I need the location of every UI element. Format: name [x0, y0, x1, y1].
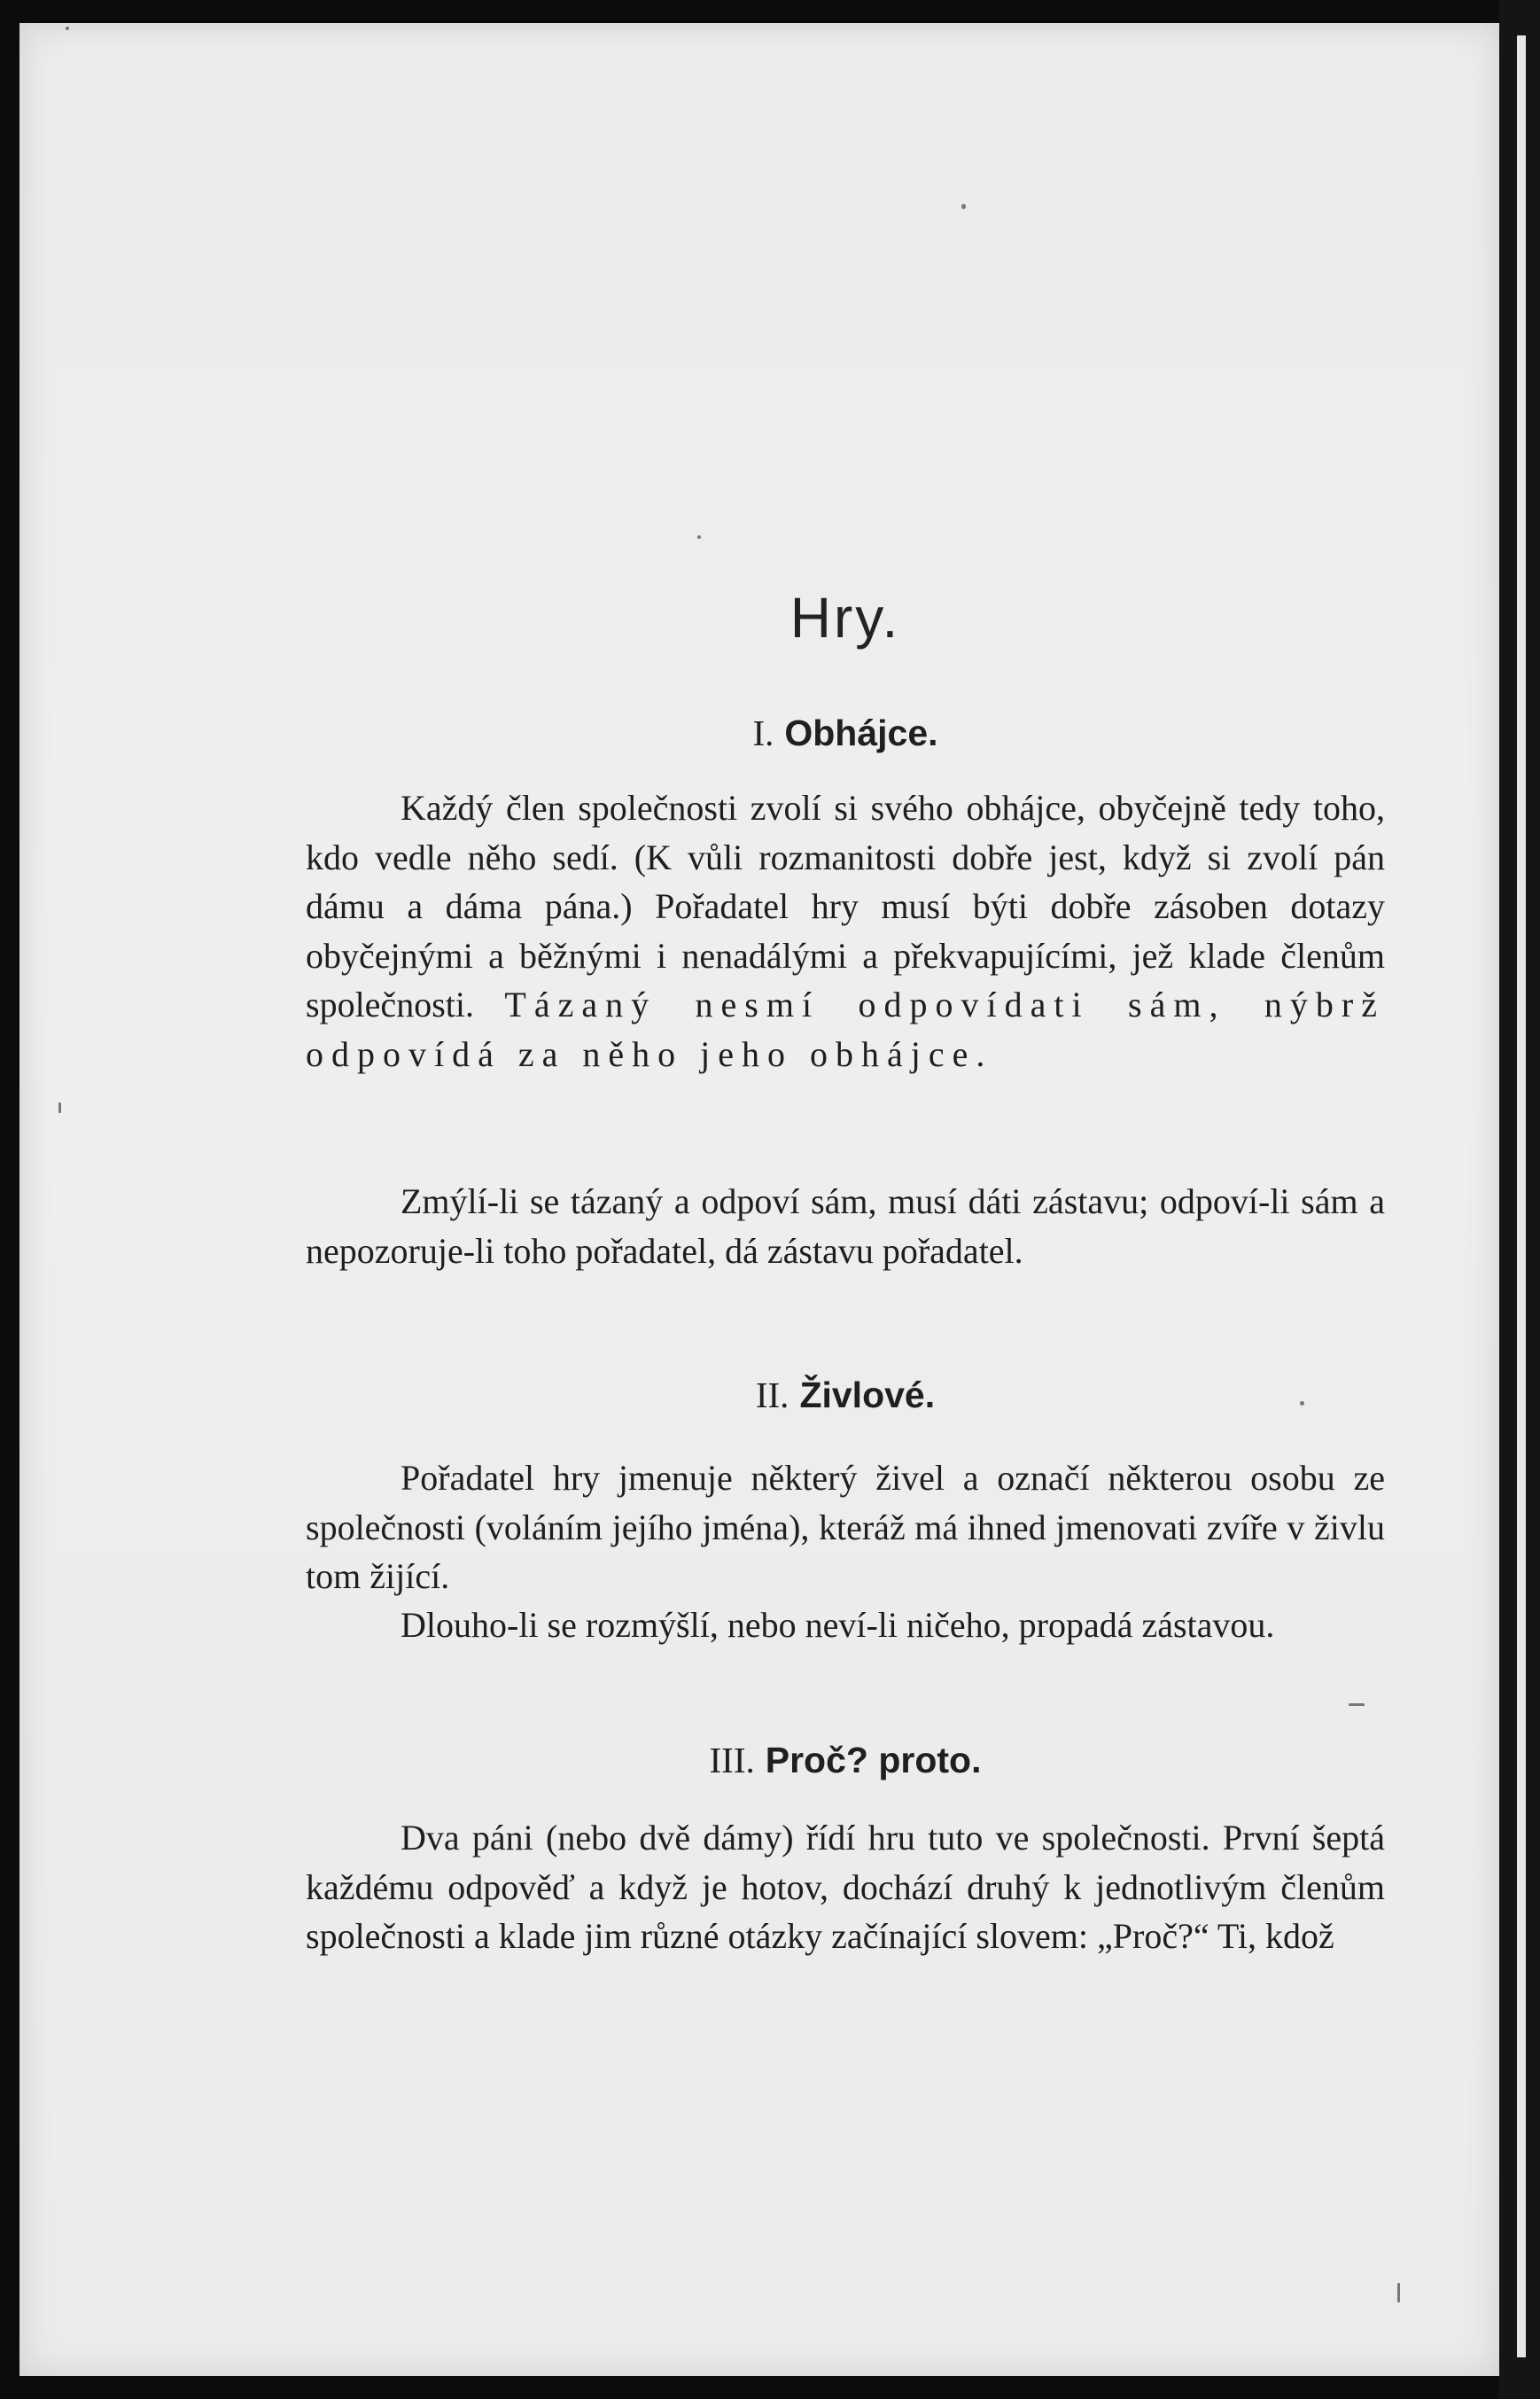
section-heading-text: Živlové. [799, 1375, 936, 1415]
paragraph-text: Dlouho-li se rozmýšlí, nebo neví-li ničeho, propadá zástavou. [401, 1605, 1275, 1645]
paragraph [306, 783, 1385, 1079]
section-heading-proc-proto [306, 1739, 1385, 1781]
paragraph [306, 1453, 1385, 1601]
section-number: I. [752, 713, 774, 753]
section-number: II. [755, 1375, 789, 1415]
dust-speck [58, 1102, 61, 1113]
dust-speck [1397, 2283, 1400, 2302]
section-heading-text: Obhájce. [784, 713, 938, 753]
paragraph-text: Dva páni (nebo dvě dámy) řídí hru tuto ve společnosti. První šeptá každému odpověď a když je hotov, dochází druhý k jednotlivým členům společnosti a klade jim různé otázky začínající slovem: „Proč?“ Ti, kdož [306, 1818, 1385, 1956]
paragraph [306, 1813, 1385, 1961]
section-heading-obhajce [306, 712, 1385, 754]
section-heading-zivlove [306, 1374, 1385, 1416]
dust-speck [961, 204, 966, 209]
paragraph-text: Zmýlí-li se tázaný a odpoví sám, musí dáti zástavu; odpoví-li sám a nepozoruje-li toho pořadatel, dá zástavu pořadatel. [306, 1181, 1385, 1271]
emphasized-text: Tázaný nesmí odpovídati sám, nýbrž odpovídá za něho jeho obhájce. [306, 985, 1386, 1074]
dust-speck [697, 535, 701, 539]
book-edge [1499, 0, 1540, 2399]
section-heading-text: Proč? proto. [765, 1740, 982, 1780]
next-page-edge [1517, 35, 1526, 2357]
dust-speck [66, 27, 69, 30]
paragraph-text: Pořadatel hry jmenuje některý živel a označí některou osobu ze společnosti (voláním jejího jména), kteráž má ihned jmenovati zvíře v živlu tom žijící. [306, 1458, 1385, 1596]
paragraph [306, 1601, 1385, 1650]
page-title: Hry. [789, 586, 901, 650]
paragraph-text: Každý člen společnosti zvolí si svého obhájce, obyčejně tedy toho, kdo vedle něho sedí. (K vůli rozmanitosti dobře jest, když si zvolí pán dámu a dáma pána.) Pořadatel hry musí býti dobře zásoben dotazy obyčejnými a běžnými i nenadálými a překvapujícími, jež klade členům společnosti. [306, 788, 1385, 1024]
section-number: III. [709, 1740, 755, 1780]
paragraph [306, 1177, 1385, 1275]
dust-speck [1349, 1703, 1365, 1706]
